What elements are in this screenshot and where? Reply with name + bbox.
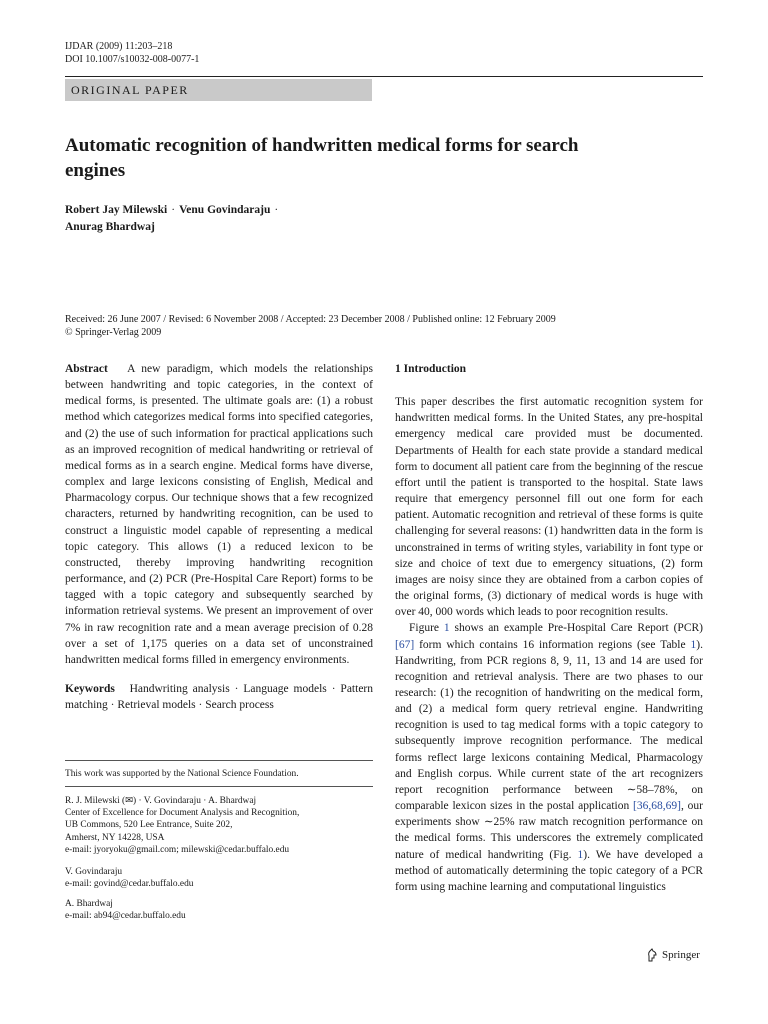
paper-title: Automatic recognition of handwritten medical forms for search engines (65, 135, 579, 181)
text-run: ). We have developed a method of automatically determining the topic category of a PCR form using machine learning and computational linguistics (395, 848, 703, 893)
header-rule (65, 76, 703, 77)
copyright: © Springer-Verlag 2009 (65, 327, 162, 338)
author-list (65, 202, 282, 236)
footnote-rule-top (65, 760, 373, 761)
keywords-label: Keywords (65, 682, 115, 695)
author-name: Anurag Bhardwaj (65, 221, 155, 233)
journal-citation: IJDAR (2009) 11:203–218 (65, 41, 173, 52)
publication-history (65, 313, 556, 339)
affiliation-email[interactable]: e-mail: govind@cedar.buffalo.edu (65, 879, 194, 890)
abstract (65, 361, 373, 668)
abstract-label: Abstract (65, 363, 108, 375)
figure-ref-link[interactable]: 1 (577, 848, 584, 861)
journal-meta (65, 40, 199, 66)
author-separator: · (274, 204, 279, 216)
text-run: Figure (409, 622, 444, 635)
intro-paragraph-2 (395, 620, 703, 895)
affiliation-3 (65, 898, 375, 922)
affiliation-line: UB Commons, 520 Lee Entrance, Suite 202, (65, 820, 233, 831)
publisher-name: Springer (662, 949, 700, 961)
springer-horse-icon (646, 948, 658, 962)
citation-link[interactable]: [67] (395, 638, 415, 651)
section-heading: 1 Introduction (395, 363, 467, 375)
figure-ref-link[interactable]: 1 (443, 622, 450, 635)
affiliation-line: Center of Excellence for Document Analysis and Recognition, (65, 808, 300, 819)
affiliation-line: V. Govindaraju (65, 867, 123, 877)
dates-history: Received: 26 June 2007 / Revised: 6 November 2008 / Accepted: 23 December 2008 / Published online: 12 February 2009 (65, 314, 556, 325)
table-ref-link[interactable]: 1 (690, 638, 697, 651)
text-run: shows an example Pre-Hospital Care Report (PCR) (449, 622, 703, 635)
affiliation-email[interactable]: e-mail: jyoryoku@gmail.com; milewski@cedar.buffalo.edu (65, 844, 290, 855)
affiliation-2 (65, 866, 375, 890)
affiliation-email[interactable]: e-mail: ab94@cedar.buffalo.edu (65, 911, 186, 922)
author-name: Robert Jay Milewski (65, 204, 168, 216)
affiliation-line: R. J. Milewski (✉) · V. Govindaraju · A. Bhardwaj (65, 796, 257, 806)
left-column (65, 361, 373, 713)
citation-link[interactable]: [36,68,69] (633, 800, 681, 813)
right-column (395, 361, 703, 895)
footnote-rule-bottom (65, 786, 373, 787)
keywords-text: Handwriting analysis · Language models · Pattern matching · Retrieval models · Search process (65, 682, 374, 712)
text-run: ). Handwriting, from PCR regions 8, 9, 11, 13 and 14 are used for recognition and retrieval analysis. There are two phases to our research: (1) the recognition of handwriting on the medical form, and (2) a medical form query retrieval engine. Handwriting recognition is used to tag medical forms with a topic category to subsequently improve recognition performance. The medical forms reflect large lexicons containing Medical, Pharmacology and English corpus. While current state of the art recognizers report recognition performance between ∼58–78%, on comparable lexicon sizes in the postal application (395, 638, 703, 813)
affiliation-1 (65, 795, 375, 856)
publisher-logo (646, 948, 700, 962)
affiliation-line: A. Bhardwaj (65, 899, 113, 909)
keywords (65, 681, 373, 713)
affiliation-line: Amherst, NY 14228, USA (65, 832, 165, 843)
text-run: , our experiments show ∼25% raw match recognition performance on the medical forms. This underscores the extremely complicated nature of medical handwriting (Fig. (395, 800, 703, 861)
author-separator: · (171, 204, 176, 216)
text-run: form which contains 16 information regions (see Table (414, 638, 691, 651)
author-name: Venu Govindaraju (179, 204, 271, 216)
funding-note: This work was supported by the National Science Foundation. (65, 769, 299, 779)
doi[interactable]: DOI 10.1007/s10032-008-0077-1 (65, 54, 200, 65)
section-badge: ORIGINAL PAPER (65, 79, 372, 101)
abstract-text: A new paradigm, which models the relationships between handwriting and topic categories, in the context of medical forms, is presented. The ultimate goals are: (1) a robust method which categorizes medical forms into specified categories, and (2) the use of such information for practical applications such as an improved recognition of medical handwriting or retrieval of medical forms as in a search engine. Medical forms have diverse, complex and large lexicons consisting of English, Medical and Pharmacology corpus. Our technique shows that a few recognized characters, returned by handwriting recognition, can be used to construct a linguistic model capable of representing a medical topic category. This allows (1) a reduced lexicon to be constructed, thereby improving handwriting recognition performance, and (2) PCR (Pre-Hospital Care Report) forms to be tagged with a topic category and subsequently searched by information retrieval systems. We present an improvement of over 7% in raw recognition rate and a mean average precision of 0.28 over a set of 1,175 queries on a data set of unconstrained handwritten medical forms filled in emergency environments. (65, 363, 373, 666)
intro-paragraph-1: This paper describes the first automatic recognition system for handwritten medical forms. In the United States, any pre-hospital emergency medical care provided must be documented. Departments of Health for each state provide a standard medical form to document all patient care from the beginning of the rescue effort until the patient is transported to the hospital. State laws require that emergency personnel fill out one form for each patient. Automatic recognition and retrieval of these forms is quite challenging for several reasons: (1) handwritten data in the form is unconstrained in terms of writing styles, variability in font type or size and choice of text due to emergency situations, (2) form images are noisy since they are obtained from a carbon copies of the original forms, (3) dictionary of medical words is huge with over 40, 000 words which leads to poor recognition results. (395, 396, 703, 619)
